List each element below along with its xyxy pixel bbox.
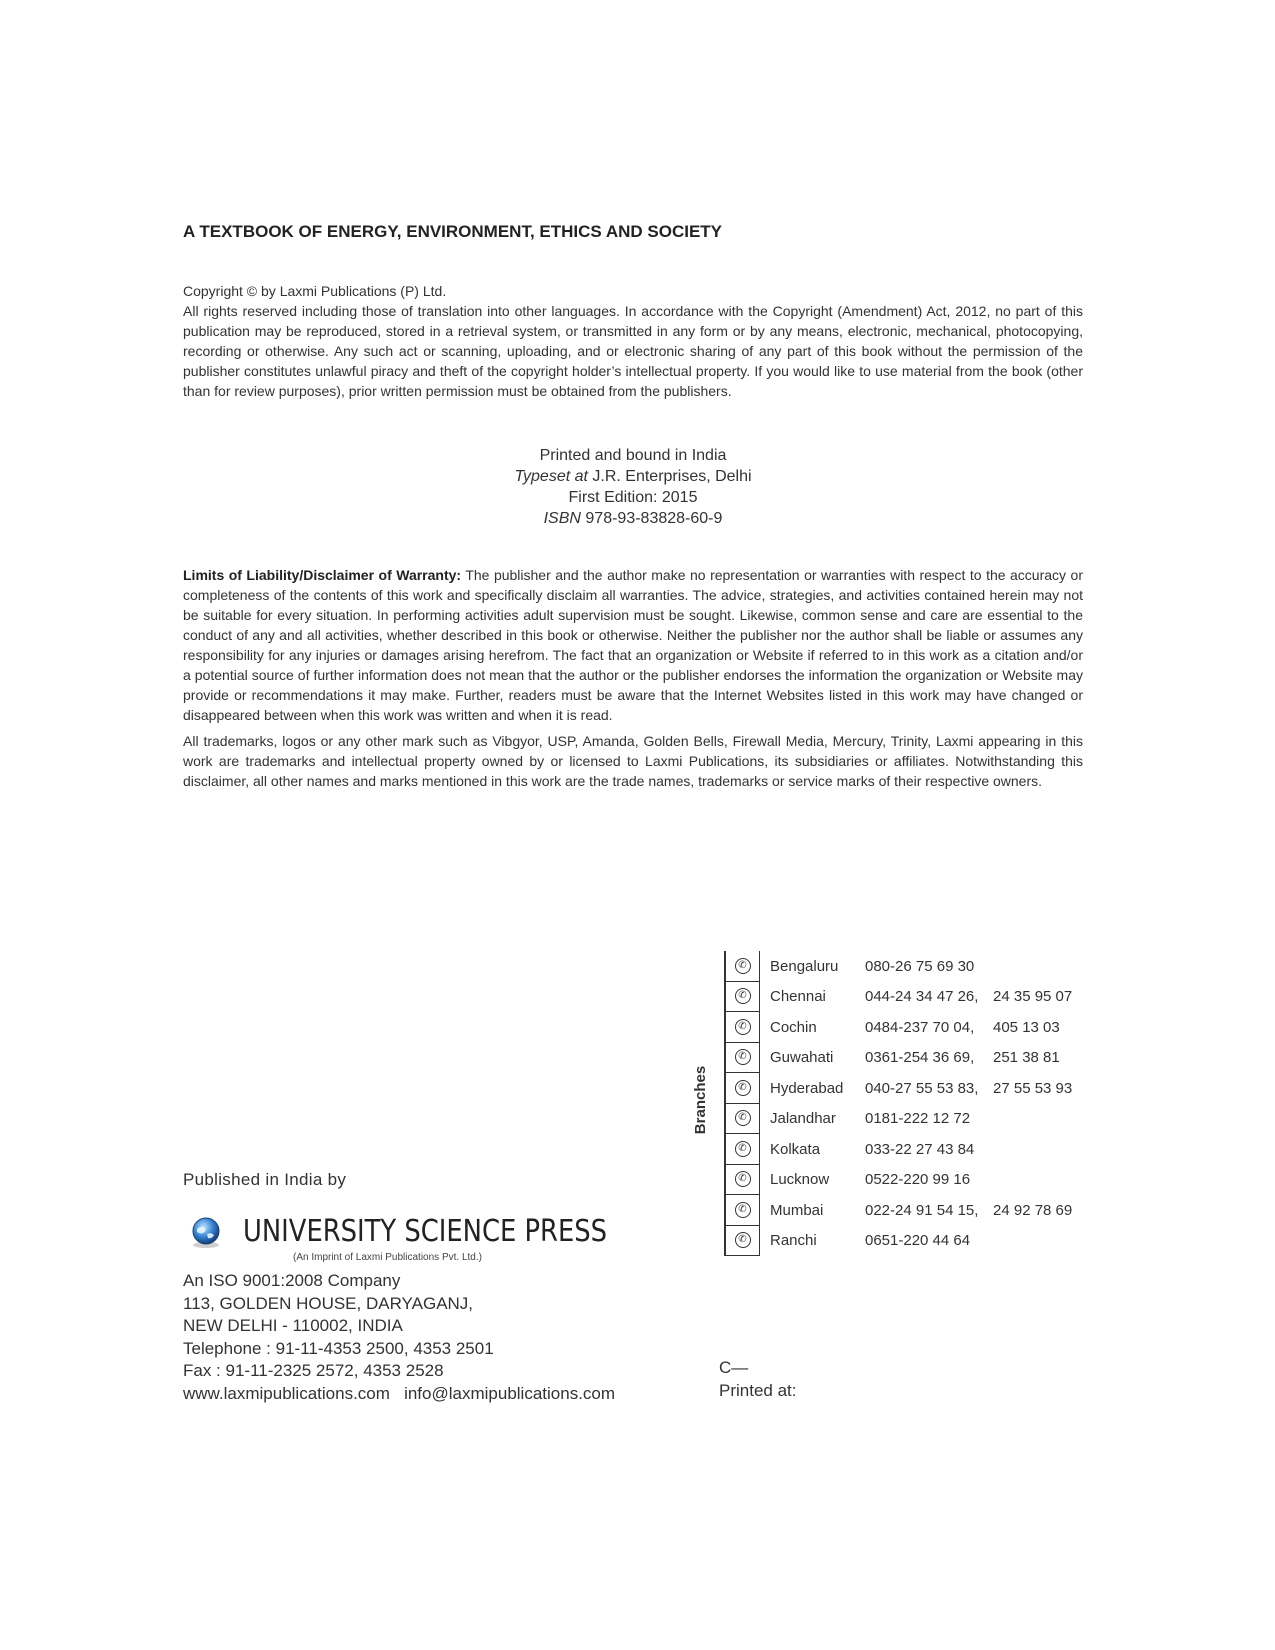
phone-cell [726, 1134, 760, 1165]
isbn-label: ISBN [543, 510, 581, 527]
printed-line: Printed and bound in India [539, 447, 727, 464]
disclaimer-paragraph [183, 565, 1083, 725]
copyright-block [183, 281, 1083, 401]
copyright-text: All rights reserved including those of translation into other languages. In accordance with the Copyright (Amendment) Act, 2012, no part of this publication may be reproduced, stored in a retrieval system, or transmitted in any form or by any means, electronic, mechanical, photocopying, recording or otherwise. Any such act or scanning, uploading, and or electronic sharing of any part of this book without the permission of the publisher constitutes unlawful piracy and theft of the copyright holder’s intellectual property. If you would like to use material from the book (other than for review purposes), prior written permission must be obtained from the publishers. [183, 303, 1083, 399]
phone-icon: ✆ [735, 1202, 751, 1218]
phone-icon: ✆ [735, 1080, 751, 1096]
branch-city: Lucknow [770, 1171, 830, 1189]
phone-cell [726, 1012, 760, 1043]
phone-icon: ✆ [735, 958, 751, 974]
phone-cell [726, 951, 760, 982]
publisher-logo [183, 1212, 608, 1263]
typeset-line [183, 466, 1083, 487]
branch-row [726, 1195, 1073, 1226]
isbn-line [183, 508, 1083, 529]
branch-city: Kolkata [770, 1140, 821, 1158]
address-line-1: 113, GOLDEN HOUSE, DARYAGANJ, [183, 1293, 474, 1313]
branch-row [726, 951, 975, 982]
printer-code: C— [719, 1358, 749, 1377]
phone-cell [726, 1165, 760, 1196]
website-link[interactable]: www.laxmipublications.com [183, 1383, 390, 1403]
branch-phone-2: 405 13 03 [993, 1018, 1060, 1036]
web-line [183, 1383, 615, 1406]
branch-phone-1: 044-24 34 47 26, [865, 988, 979, 1006]
phone-icon: ✆ [735, 1019, 751, 1035]
phone-icon: ✆ [735, 1141, 751, 1157]
branch-city: Bengaluru [770, 957, 839, 975]
branch-row [726, 1104, 971, 1135]
logo-text: UNIVERSITY SCIENCE PRESS [243, 1214, 608, 1249]
iso-line: An ISO 9001:2008 Company [183, 1271, 401, 1290]
branch-city: Chennai [770, 988, 826, 1006]
printer-block [719, 1357, 797, 1402]
email-link[interactable]: info@laxmipublications.com [404, 1383, 616, 1403]
page-title: A TEXTBOOK OF ENERGY, ENVIRONMENT, ETHICS AND SOCIETY [183, 222, 723, 241]
branch-phone-1: 033-22 27 43 84 [865, 1140, 975, 1158]
branch-phone-1: 080-26 75 69 30 [865, 957, 975, 975]
branches-table [724, 951, 1073, 1256]
phone-cell [726, 1043, 760, 1074]
address-line-2: NEW DELHI - 110002, INDIA [183, 1316, 403, 1335]
branches-label: Branches [692, 1065, 709, 1135]
branch-phone-2: 27 55 53 93 [993, 1079, 1073, 1097]
phone-cell [726, 1226, 760, 1257]
branch-phone-1: 0484-237 70 04, [865, 1018, 975, 1036]
imprint-block [183, 445, 1083, 529]
telephone-line: Telephone : 91-11-4353 2500, 4353 2501 [183, 1338, 494, 1358]
typeset-value: J.R. Enterprises, Delhi [587, 468, 752, 485]
branch-row [726, 982, 1073, 1013]
trademarks-paragraph: All trademarks, logos or any other mark such as Vibgyor, USP, Amanda, Golden Bells, Firewall Media, Mercury, Trinity, Laxmi appearing in this work are trademarks and intellectual property owned by or licensed to Laxmi Publications, its subsidiaries or affiliates. Notwithstanding this disclaimer, all other names and marks mentioned in this work are the trade names, trademarks or service marks of their respective owners. [183, 733, 1083, 789]
branch-row [726, 1226, 971, 1257]
branch-city: Mumbai [770, 1201, 824, 1219]
phone-cell [726, 1104, 760, 1135]
branch-phone-1: 0522-220 99 16 [865, 1171, 971, 1189]
globe-logo-icon [189, 1216, 223, 1250]
logo-subtitle: (An Imprint of Laxmi Publications Pvt. Ltd.) [293, 1252, 482, 1263]
disclaimer-heading: Limits of Liability/Disclaimer of Warranty: [183, 567, 462, 583]
branch-row [726, 1073, 1073, 1104]
branch-phone-1: 0651-220 44 64 [865, 1232, 971, 1250]
branch-phone-2: 24 92 78 69 [993, 1201, 1073, 1219]
branch-city: Hyderabad [770, 1079, 844, 1097]
branch-phone-2: 24 35 95 07 [993, 988, 1073, 1006]
branch-city: Jalandhar [770, 1110, 836, 1128]
isbn-value: 978-93-83828-60-9 [580, 510, 723, 527]
branch-row [726, 1043, 1060, 1074]
publisher-address [183, 1270, 615, 1405]
branch-phone-1: 0361-254 36 69, [865, 1049, 975, 1067]
branch-city: Cochin [770, 1018, 817, 1036]
branch-phone-1: 0181-222 12 72 [865, 1110, 971, 1128]
phone-cell [726, 982, 760, 1013]
branch-row [726, 1165, 971, 1196]
branch-phone-2: 251 38 81 [993, 1049, 1060, 1067]
copyright-line: Copyright © by Laxmi Publications (P) Ltd. [183, 283, 447, 299]
phone-icon: ✆ [735, 1171, 751, 1187]
phone-icon: ✆ [735, 1110, 751, 1126]
disclaimer-text: The publisher and the author make no representation or warranties with respect to the accuracy or completeness of the contents of this work and specifically disclaim all warranties. The advice, strategies, and activities contained herein may not be suitable for every situation. In performing activities adult supervision must be sought. Likewise, common sense and care are essential to the conduct of any and all activities, whether described in this book or otherwise. Neither the publisher nor the author shall be liable or assumes any responsibility for any injuries or damages arising herefrom. The fact that an organization or Website if referred to in this work as a citation and/or a potential source of further information does not mean that the author or the publisher endorses the information the organization or Website may provide or recommendations it may make. Further, readers must be aware that the Internet Websites listed in this work may have changed or disappeared between when this work was written and when it is read. [183, 567, 1083, 723]
branch-city: Guwahati [770, 1049, 834, 1067]
branch-phone-1: 022-24 91 54 15, [865, 1201, 979, 1219]
branch-phone-1: 040-27 55 53 83, [865, 1079, 979, 1097]
phone-cell [726, 1195, 760, 1226]
branch-city: Ranchi [770, 1232, 817, 1250]
disclaimer-block [183, 565, 1083, 797]
fax-line: Fax : 91-11-2325 2572, 4353 2528 [183, 1361, 444, 1380]
typeset-label: Typeset at [514, 468, 588, 485]
printed-at-label: Printed at: [719, 1380, 797, 1400]
phone-icon: ✆ [735, 988, 751, 1004]
branch-row [726, 1012, 1060, 1043]
branch-row [726, 1134, 975, 1165]
edition-line: First Edition: 2015 [568, 489, 698, 506]
published-by: Published in India by [183, 1170, 347, 1189]
phone-cell [726, 1073, 760, 1104]
phone-icon: ✆ [735, 1049, 751, 1065]
phone-icon: ✆ [735, 1232, 751, 1248]
